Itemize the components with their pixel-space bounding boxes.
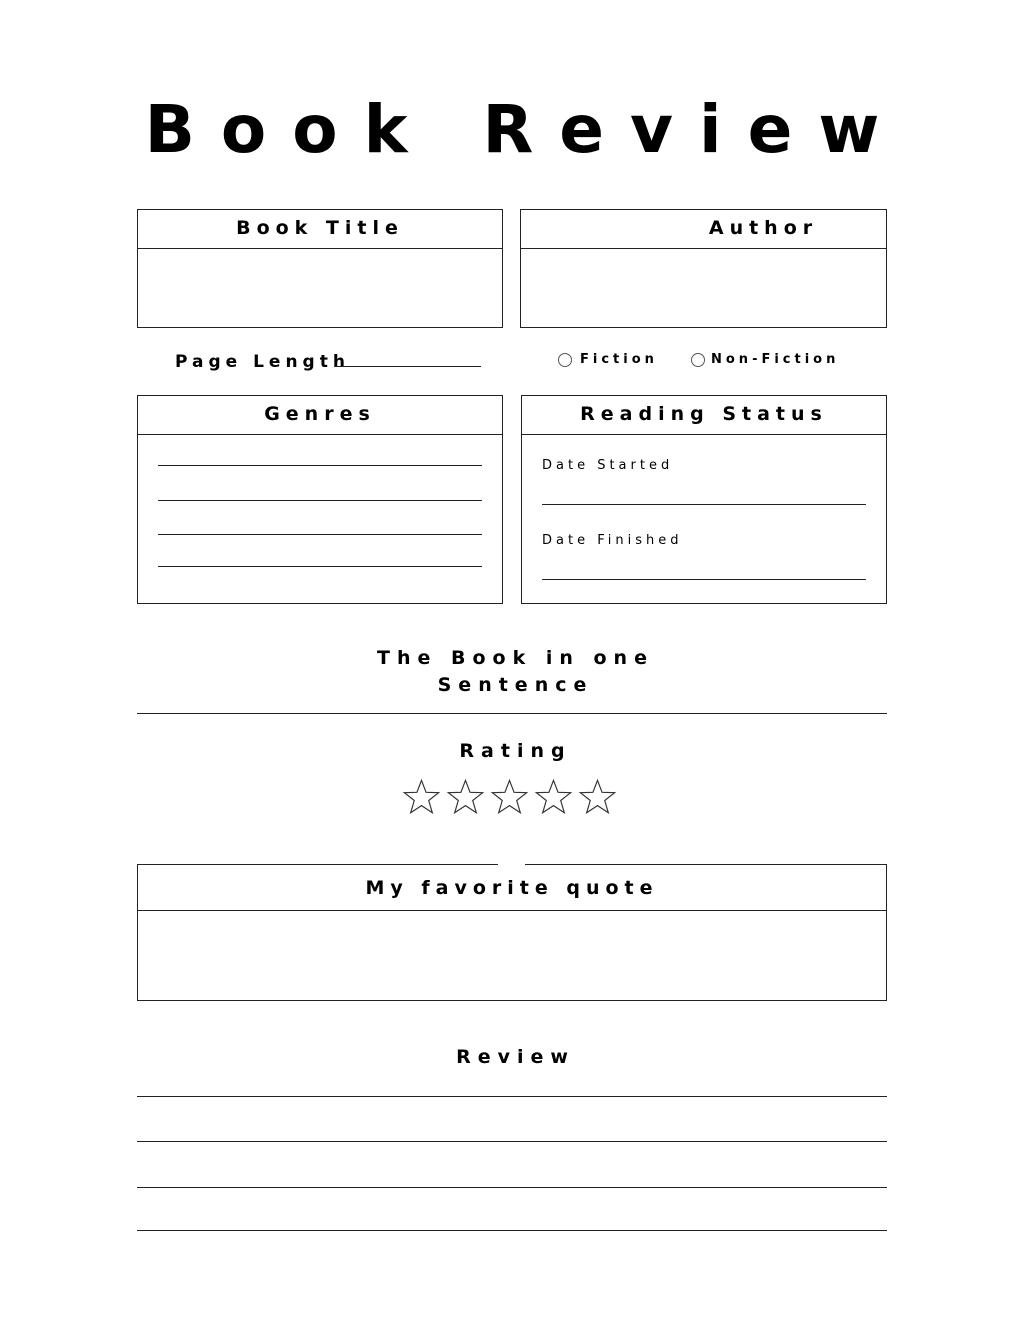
- review-line[interactable]: [137, 1096, 887, 1097]
- reading-status-box: [521, 395, 887, 604]
- one-sentence-field[interactable]: [137, 713, 887, 714]
- fiction-radio[interactable]: [558, 353, 572, 367]
- genres-label: Genres: [138, 396, 502, 435]
- genres-box: [137, 395, 503, 604]
- star-icon[interactable]: [534, 778, 573, 816]
- star-icon[interactable]: [402, 778, 441, 816]
- date-finished-label: Date Finished: [542, 533, 683, 548]
- date-started-label: Date Started: [542, 458, 674, 473]
- author-box: [520, 209, 887, 328]
- non-fiction-radio[interactable]: [691, 353, 705, 367]
- genre-line[interactable]: [158, 465, 482, 466]
- book-title-field[interactable]: [138, 249, 502, 327]
- page-title: Book Review: [144, 91, 906, 168]
- genre-line[interactable]: [158, 500, 482, 501]
- one-sentence-label-line2: Sentence: [437, 674, 594, 696]
- favorite-quote-field[interactable]: [138, 911, 886, 1000]
- rating-label: Rating: [459, 740, 572, 762]
- genres-lines: [138, 435, 502, 603]
- favorite-quote-box: [137, 864, 887, 1001]
- reading-status-body: [522, 435, 886, 603]
- book-title-label: Book Title: [138, 210, 502, 249]
- genre-line[interactable]: [158, 566, 482, 567]
- favorite-quote-label: My favorite quote: [138, 865, 886, 911]
- rating-stars: [402, 778, 622, 818]
- non-fiction-label: Non-Fiction: [711, 352, 840, 367]
- date-finished-field[interactable]: [542, 579, 866, 580]
- review-line[interactable]: [137, 1187, 887, 1188]
- date-started-field[interactable]: [542, 504, 866, 505]
- page-length-field[interactable]: [335, 366, 481, 367]
- page-length-label: Page Length: [175, 352, 350, 372]
- author-field[interactable]: [521, 249, 886, 327]
- quote-border-gap: [498, 862, 525, 867]
- one-sentence-label-line1: The Book in one: [377, 647, 654, 669]
- fiction-label: Fiction: [580, 352, 658, 367]
- reading-status-label: Reading Status: [522, 396, 886, 435]
- star-icon[interactable]: [578, 778, 617, 816]
- genre-line[interactable]: [158, 534, 482, 535]
- author-label: Author: [521, 210, 886, 249]
- review-label: Review: [456, 1046, 575, 1068]
- star-icon[interactable]: [490, 778, 529, 816]
- book-title-box: [137, 209, 503, 328]
- star-icon[interactable]: [446, 778, 485, 816]
- review-line[interactable]: [137, 1141, 887, 1142]
- review-line[interactable]: [137, 1230, 887, 1231]
